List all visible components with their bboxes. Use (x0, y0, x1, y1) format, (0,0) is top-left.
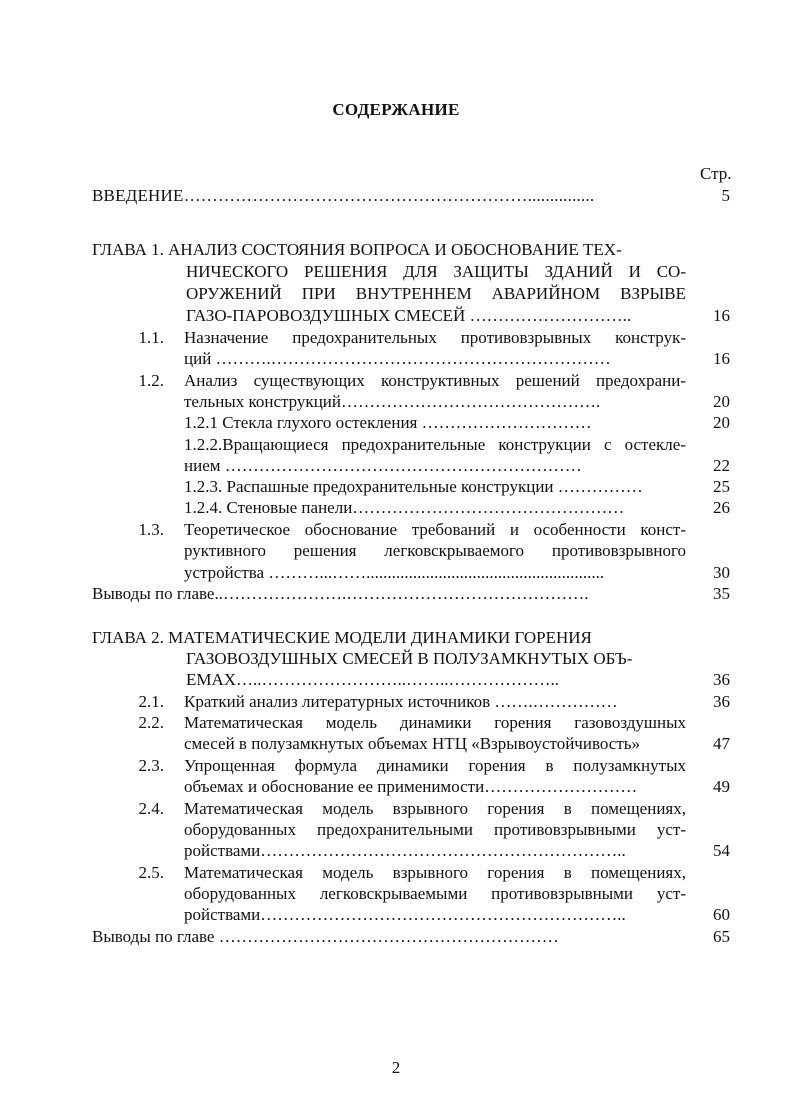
toc-chapter1-line3: ОРУЖЕНИЙ ПРИ ВНУТРЕННЕМ АВАРИЙНОМ ВЗРЫВЕ (186, 284, 686, 303)
toc-item-number: 1.2. (138, 371, 164, 390)
toc-item-number: 2.3. (138, 756, 164, 775)
toc-subitem-1-2-4[interactable]: 1.2.4. Стеновые панели………………………………………… (184, 498, 625, 517)
toc-item-2-4[interactable]: Математическая модель взрывного горения в помещениях, (184, 799, 686, 818)
toc-item-2-5[interactable]: Математическая модель взрывного горения в помещениях, (184, 863, 686, 882)
toc-item-1-3[interactable]: Теоретическое обоснование требований и особенности конст- (184, 520, 686, 539)
toc-item-1-2-cont: тельных конструкций………………………………………. (184, 392, 601, 411)
toc-item-number: 2.2. (138, 713, 164, 732)
toc-item-number: 2.4. (138, 799, 164, 818)
toc-chapter1-line1[interactable]: ГЛАВА 1. АНАЛИЗ СОСТОЯНИЯ ВОПРОСА И ОБОСНОВАНИЕ ТЕХ- (92, 240, 622, 259)
toc-subitem-1-2-4-page: 26 (713, 498, 730, 517)
toc-subitem-1-2-3-page: 25 (713, 477, 730, 496)
page-number: 2 (391, 1058, 401, 1077)
toc-item-2-2-cont: смесей в полузамкнутых объемах НТЦ «Взрывоустойчивость» (184, 734, 641, 753)
toc-item-2-4-page: 54 (713, 841, 730, 860)
toc-item-2-4-cont: оборудованных предохранительными противовзрывными уст- (184, 820, 686, 839)
toc-item-1-1[interactable]: Назначение предохранительных противовзрывных конструк- (184, 328, 686, 347)
toc-chapter2-line1[interactable]: ГЛАВА 2. МАТЕМАТИЧЕСКИЕ МОДЕЛИ ДИНАМИКИ ГОРЕНИЯ (92, 628, 592, 647)
toc-subitem-1-2-2-page: 22 (713, 456, 730, 475)
toc-item-2-1[interactable]: Краткий анализ литературных источников …….…………… (184, 692, 618, 711)
toc-item-number: 1.1. (138, 328, 164, 347)
toc-intro-page: 5 (721, 186, 730, 205)
toc-item-2-3-page: 49 (713, 777, 730, 796)
toc-item-1-1-cont: ций ……….…………………………………………………… (184, 349, 611, 368)
toc-chapter2-conclusion[interactable]: Выводы по главе …………………………………………………… (92, 927, 559, 946)
toc-item-2-5-cont2: ройствами……………………………………………………….. (184, 905, 626, 924)
toc-item-1-1-page: 16 (713, 349, 730, 368)
toc-item-1-3-page: 30 (713, 563, 730, 582)
toc-subitem-1-2-2-cont: нием ……………………………………………………… (184, 456, 582, 475)
toc-item-2-5-cont: оборудованных легковскрываемыми противовзрывными уст- (184, 884, 686, 903)
toc-chapter1-conclusion-page: 35 (713, 584, 730, 603)
toc-item-number: 2.5. (138, 863, 164, 882)
toc-subitem-1-2-1[interactable]: 1.2.1 Стекла глухого остекления ………………………… (184, 413, 592, 432)
toc-subitem-1-2-2[interactable]: 1.2.2.Вращающиеся предохранительные конструкции с остекле- (184, 435, 686, 454)
toc-item-1-3-cont2: устройства ………...……........................................................ (184, 563, 605, 582)
toc-chapter2-conclusion-page: 65 (713, 927, 730, 946)
toc-chapter2-line2: ГАЗОВОЗДУШНЫХ СМЕСЕЙ В ПОЛУЗАМКНУТЫХ ОБЪ- (186, 649, 633, 668)
page-column-label: Стр. (700, 164, 732, 183)
toc-item-2-3-cont: объемах и обоснование ее применимости……………………… (184, 777, 638, 796)
toc-chapter1-line2: НИЧЕСКОГО РЕШЕНИЯ ДЛЯ ЗАЩИТЫ ЗДАНИЙ И СО- (186, 262, 686, 281)
toc-subitem-1-2-3[interactable]: 1.2.3. Распашные предохранительные конструкции …………… (184, 477, 643, 496)
toc-item-2-1-page: 36 (713, 692, 730, 711)
toc-item-number: 1.3. (138, 520, 164, 539)
toc-intro[interactable]: ВВЕДЕНИЕ……………………………………………………............... (92, 186, 595, 205)
page-title: СОДЕРЖАНИЕ (332, 100, 460, 119)
toc-item-1-2-page: 20 (713, 392, 730, 411)
toc-chapter2-page: 36 (713, 670, 730, 689)
toc-item-number: 2.1. (138, 692, 164, 711)
toc-item-2-2-page: 47 (713, 734, 730, 753)
toc-chapter2-line3: ЕМАХ…..……………………..……..……………….. (186, 670, 560, 689)
toc-item-2-4-cont2: ройствами……………………………………………………….. (184, 841, 626, 860)
toc-item-1-3-cont: руктивного решения легковскрываемого противовзрывного (184, 541, 686, 560)
toc-item-2-5-page: 60 (713, 905, 730, 924)
toc-chapter1-page: 16 (713, 306, 730, 325)
toc-chapter1-line4: ГАЗО-ПАРОВОЗДУШНЫХ СМЕСЕЙ ……………………….. (186, 306, 632, 325)
toc-item-2-2[interactable]: Математическая модель динамики горения газовоздушных (184, 713, 686, 732)
toc-item-2-3[interactable]: Упрощенная формула динамики горения в полузамкнутых (184, 756, 686, 775)
toc-subitem-1-2-1-page: 20 (713, 413, 730, 432)
toc-chapter1-conclusion[interactable]: Выводы по главе..………………….……………………………………. (92, 584, 589, 603)
toc-item-1-2[interactable]: Анализ существующих конструктивных решений предохрани- (184, 371, 686, 390)
